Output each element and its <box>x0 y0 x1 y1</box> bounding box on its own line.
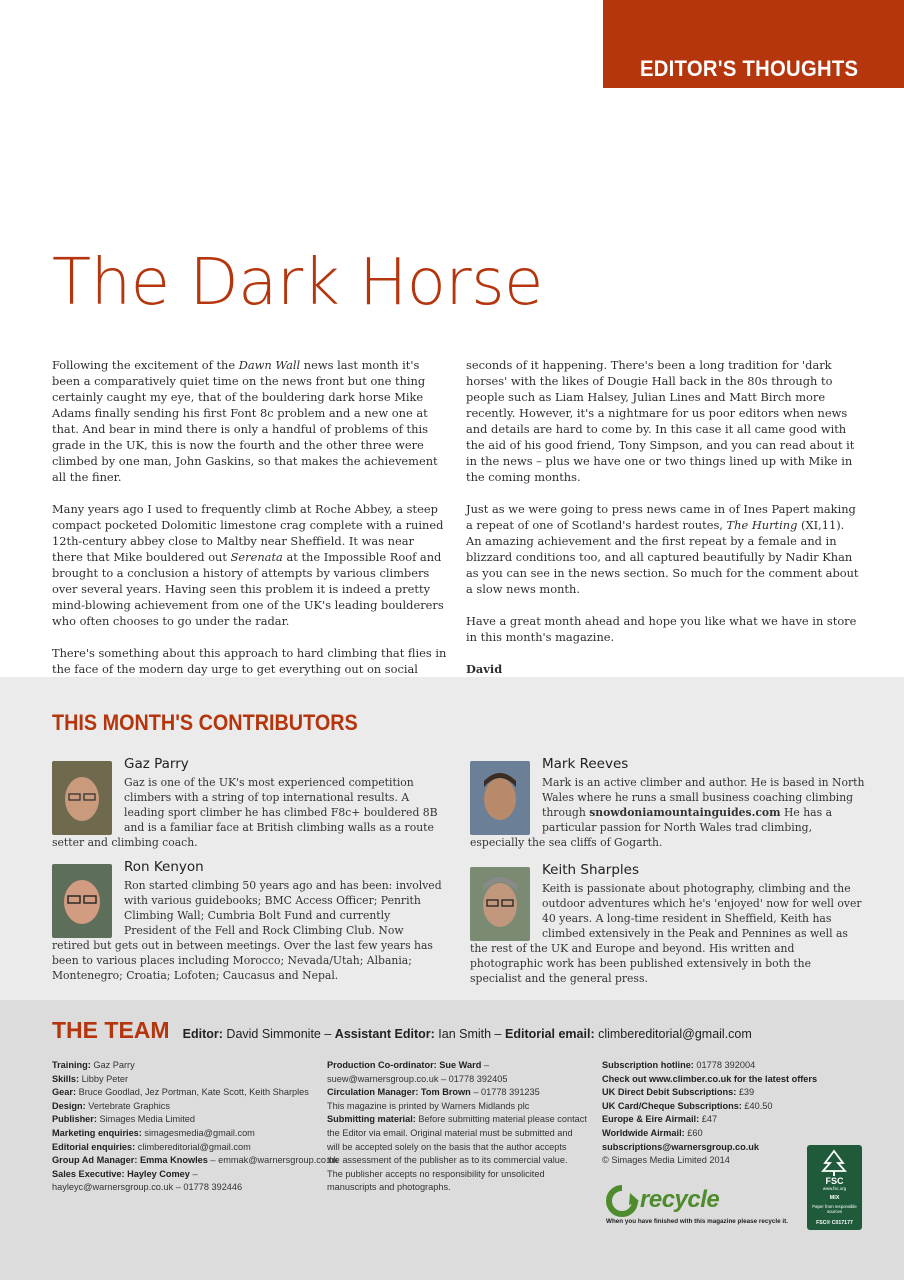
contributor-name: Mark Reeves <box>542 756 629 772</box>
text-run: Publisher: <box>52 1114 97 1125</box>
text-run: Ian Smith – <box>434 1027 505 1041</box>
article-paragraph <box>466 501 862 597</box>
contributors-heading: THIS MONTH'S CONTRIBUTORS <box>52 710 358 735</box>
text-run: © Simages Media Limited 2014 <box>602 1155 730 1166</box>
team-section <box>0 1000 904 1280</box>
text-run: Submitting material: <box>327 1114 416 1125</box>
text-run: snowdoniamountainguides.com <box>589 806 781 819</box>
text-run: Circulation Manager: Tom Brown <box>327 1087 471 1098</box>
text-run: climbereditorial@gmail.com <box>135 1141 251 1152</box>
team-line <box>52 1100 338 1114</box>
text-run: Keith is passionate about photography, climbing and the outdoor adventures which he's 'enjoyed' now for well over 40 years. A long-time resident in Sheffield, Keith has climbed extensively in the Peak and Pennines as well as the rest of the UK and Europe and beyond. His written and photographic work has been published extensively in both the specialist and the general press. <box>470 882 862 985</box>
text-run: at the Impossible Roof and brought to a conclusion a history of attempts by various climbers over several years. Having seen this problem it is indeed a pretty mind-blowing achievement from one of the UK's leading boulderers who often chooses to go under the radar. <box>52 550 444 628</box>
text-run: Europe & Eire Airmail: <box>602 1114 700 1125</box>
team-heading: THE TEAM <box>52 1017 170 1043</box>
contributors-section <box>0 677 904 1000</box>
text-run: Many years ago I used to frequently climb at Roche Abbey, a steep compact pocketed Dolomitic limestone crag complete with a ruined 12th-century abbey close to Maltby near Sheffield. It was near there that Mike bouldered out <box>52 502 444 564</box>
text-run: £40.50 <box>741 1100 773 1111</box>
text-run: Design: <box>52 1100 86 1111</box>
fsc-mix: MIX <box>829 1195 840 1201</box>
text-run: Production Co-ordinator: Sue Ward <box>327 1060 482 1070</box>
text-run: Ron started climbing 50 years ago and has been: involved with various guidebooks; BMC Access Officer; Penrith Climbing Wall; Cumbria Bolt Fund and currently President of the Fell and Rock Climbing Club. Now retired but gets out in between meetings. Over the last few years has been to various places including Morocco; Nevada/Utah; Albania; Montenegro; Croatia; Lofoten; Caucasus and Nepal. <box>52 879 442 982</box>
team-line <box>52 1181 338 1195</box>
text-run: David Simmonite – <box>222 1027 335 1041</box>
fsc-name: FSC <box>825 1176 844 1186</box>
team-line <box>52 1127 338 1141</box>
section-tab-label: EDITOR'S THOUGHTS <box>639 56 858 81</box>
team-line <box>602 1073 817 1087</box>
text-run: news last month it's been a comparatively quiet time on the news front but one thing certainly caught my eye, that of the bouldering dark horse Mike Adams finally sending his first Font 8c problem and a new one at that. And bear in mind there is only a handful of problems of this grade in the UK, this is now the fourth and the other three were climbed by one man, John Gaskins, so that makes the achievement all the finer. <box>52 358 438 484</box>
text-run: Gear: <box>52 1087 77 1098</box>
contributor-name: Gaz Parry <box>124 756 189 772</box>
text-run: – emmak@warnersgroup.co.uk <box>207 1155 339 1166</box>
text-run: Dawn Wall <box>238 358 301 372</box>
article-paragraph <box>52 357 448 485</box>
text-run: UK Direct Debit Subscriptions: <box>602 1087 737 1098</box>
section-tab <box>603 0 904 88</box>
text-run: seconds of it happening. There's been a long tradition for 'dark horses' with the likes of Dougie Hall back in the 80s through to people such as Liam Halsey, Julian Lines and Matt Birch more recently. However, it's a nightmare for us poor editors when news and details are hard to come by. In this case it all came good with the aid of his good friend, Tony Simpson, and you can read about it in the news – plus we have one or two things lined up with Mike in the coming months. <box>466 358 855 484</box>
team-line <box>327 1113 587 1127</box>
team-header <box>52 1017 752 1044</box>
text-run: Group Ad Manager: Emma Knowles <box>52 1155 208 1166</box>
team-line <box>327 1100 587 1114</box>
text-run: He has a particular passion for North Wales trad climbing, especially the sea cliffs of Gogarth. <box>470 806 833 849</box>
text-run: This magazine is printed by Warners Midlands plc <box>327 1100 530 1111</box>
team-line <box>327 1086 587 1100</box>
text-run: – <box>481 1060 489 1070</box>
text-run: manuscripts and photographs. <box>327 1182 451 1193</box>
team-line <box>602 1141 817 1155</box>
text-run: Have a great month ahead and hope you like what we have in store in this month's magazine. <box>466 614 857 644</box>
text-run: suew@warnersgroup.co.uk – 01778 392405 <box>327 1073 508 1084</box>
team-line <box>602 1100 817 1114</box>
contributor-name: Ron Kenyon <box>124 859 204 875</box>
article-title: The Dark Horse <box>52 246 543 320</box>
recycle-word: recycle <box>640 1186 720 1213</box>
text-run: Mark is an active climber and author. He is based in North Wales where he runs a small business coaching climbing through <box>542 776 865 819</box>
text-run: Vertebrate Graphics <box>85 1100 170 1111</box>
text-run: £47 <box>699 1114 718 1125</box>
fsc-subtitle: Paper from responsible sources <box>812 1204 857 1214</box>
contributor-photo <box>52 864 112 938</box>
contributor-photo <box>470 867 530 941</box>
text-run: Assistant Editor: <box>334 1027 435 1041</box>
text-run: Editor: <box>182 1027 223 1041</box>
text-run: Training: <box>52 1060 91 1070</box>
text-run: UK Card/Cheque Subscriptions: <box>602 1100 742 1111</box>
article-paragraph <box>466 357 862 485</box>
text-run: – <box>189 1168 198 1179</box>
text-run: Just as we were going to press news came in of Ines Papert making a repeat of one of Scotland's hardest routes, <box>466 502 856 532</box>
recycle-tagline: When you have finished with this magazine please recycle it. <box>606 1218 788 1225</box>
team-line <box>327 1154 587 1168</box>
team-column-2 <box>327 1059 587 1195</box>
team-line <box>327 1059 587 1073</box>
text-run: Sales Executive: Hayley Comey <box>52 1168 190 1179</box>
text-run: Skills: <box>52 1073 80 1084</box>
team-line <box>327 1073 587 1087</box>
article-column-left <box>52 357 448 709</box>
text-run: Editorial email: <box>505 1027 595 1041</box>
text-run: subscriptions@warnersgroup.co.uk <box>602 1141 760 1152</box>
contributor-photo <box>52 761 112 835</box>
team-line <box>52 1086 338 1100</box>
team-line <box>52 1154 338 1168</box>
fsc-tree-icon <box>819 1149 849 1177</box>
text-run: The Hurting <box>726 518 798 532</box>
contributor-gaz-parry <box>52 757 444 850</box>
team-line <box>327 1141 587 1155</box>
text-run: Check out www.climber.co.uk for the latest offers <box>602 1073 818 1084</box>
team-line <box>602 1113 817 1127</box>
contributor-mark-reeves <box>470 757 865 850</box>
team-line <box>52 1113 338 1127</box>
team-column-3 <box>602 1059 817 1168</box>
text-run: £60 <box>684 1127 703 1138</box>
text-run: The publisher accepts no responsibility for unsolicited <box>327 1168 545 1179</box>
text-run: Bruce Goodlad, Jez Portman, Kate Scott, Keith Sharples <box>76 1087 309 1098</box>
text-run: Before submitting material please contact <box>415 1114 587 1125</box>
text-run: Worldwide Airmail: <box>602 1127 685 1138</box>
team-line <box>327 1181 587 1195</box>
contributor-ron-kenyon <box>52 860 444 983</box>
editor-signature: David <box>466 662 503 676</box>
text-run: £39 <box>736 1087 755 1098</box>
text-run: simagesmedia@gmail.com <box>141 1127 255 1138</box>
recycle-arrow-icon <box>604 1184 640 1218</box>
team-line <box>52 1141 338 1155</box>
fsc-logo <box>807 1145 862 1230</box>
text-run: climbereditorial@gmail.com <box>594 1027 752 1041</box>
text-run: Subscription hotline: <box>602 1060 694 1070</box>
team-line <box>602 1059 817 1073</box>
text-run: Editorial enquiries: <box>52 1141 136 1152</box>
team-line <box>327 1168 587 1182</box>
text-run: Gaz is one of the UK's most experienced competition climbers with a string of top international results. A leading sport climber he has climbed F8c+ bouldered 8B and is a familiar face at British climbing walls as a route setter and climbing coach. <box>52 776 438 849</box>
team-line <box>327 1127 587 1141</box>
text-run: 01778 392004 <box>693 1060 756 1070</box>
team-column-1 <box>52 1059 338 1195</box>
text-run: the Editor via email. Original material must be submitted and <box>327 1127 573 1138</box>
contributor-name: Keith Sharples <box>542 862 639 878</box>
text-run: – 01778 391235 <box>470 1087 540 1098</box>
fsc-code: FSC® C017177 <box>816 1220 853 1226</box>
article-column-right <box>466 357 862 693</box>
team-editor-line <box>183 1027 752 1041</box>
text-run: the assessment of the publisher as to its commercial value. <box>327 1155 568 1166</box>
article-paragraph <box>52 501 448 629</box>
team-line <box>602 1127 817 1141</box>
text-run: Simages Media Limited <box>96 1114 195 1125</box>
text-run: Following the excitement of the <box>52 358 239 372</box>
contributor-keith-sharples <box>470 863 866 986</box>
team-line <box>52 1059 338 1073</box>
text-run: hayleyc@warnersgroup.co.uk – 01778 392446 <box>52 1182 243 1193</box>
team-line <box>602 1086 817 1100</box>
recycle-logo <box>604 1184 794 1230</box>
fsc-url: www.fsc.org <box>822 1186 847 1191</box>
contributor-photo <box>470 761 530 835</box>
text-run: Marketing enquiries: <box>52 1127 142 1138</box>
text-run: (XI,11). An amazing achievement and the first repeat by a female and in blizzard conditions too, and all captured beautifully by Nadir Khan as you can see in the news section. So much for the comment about a slow news month. <box>466 518 859 596</box>
text-run: Gaz Parry <box>90 1060 135 1070</box>
text-run: will be accepted solely on the basis that the author accepts <box>327 1141 567 1152</box>
text-run: Serenata <box>230 550 283 564</box>
team-line <box>52 1168 338 1182</box>
article-paragraph <box>466 613 862 645</box>
team-line <box>52 1073 338 1087</box>
text-run: There's something about this approach to hard climbing that flies in the face of the modern day urge to get everything out on social <box>52 646 447 676</box>
text-run: Libby Peter <box>79 1073 129 1084</box>
team-line <box>602 1154 817 1168</box>
